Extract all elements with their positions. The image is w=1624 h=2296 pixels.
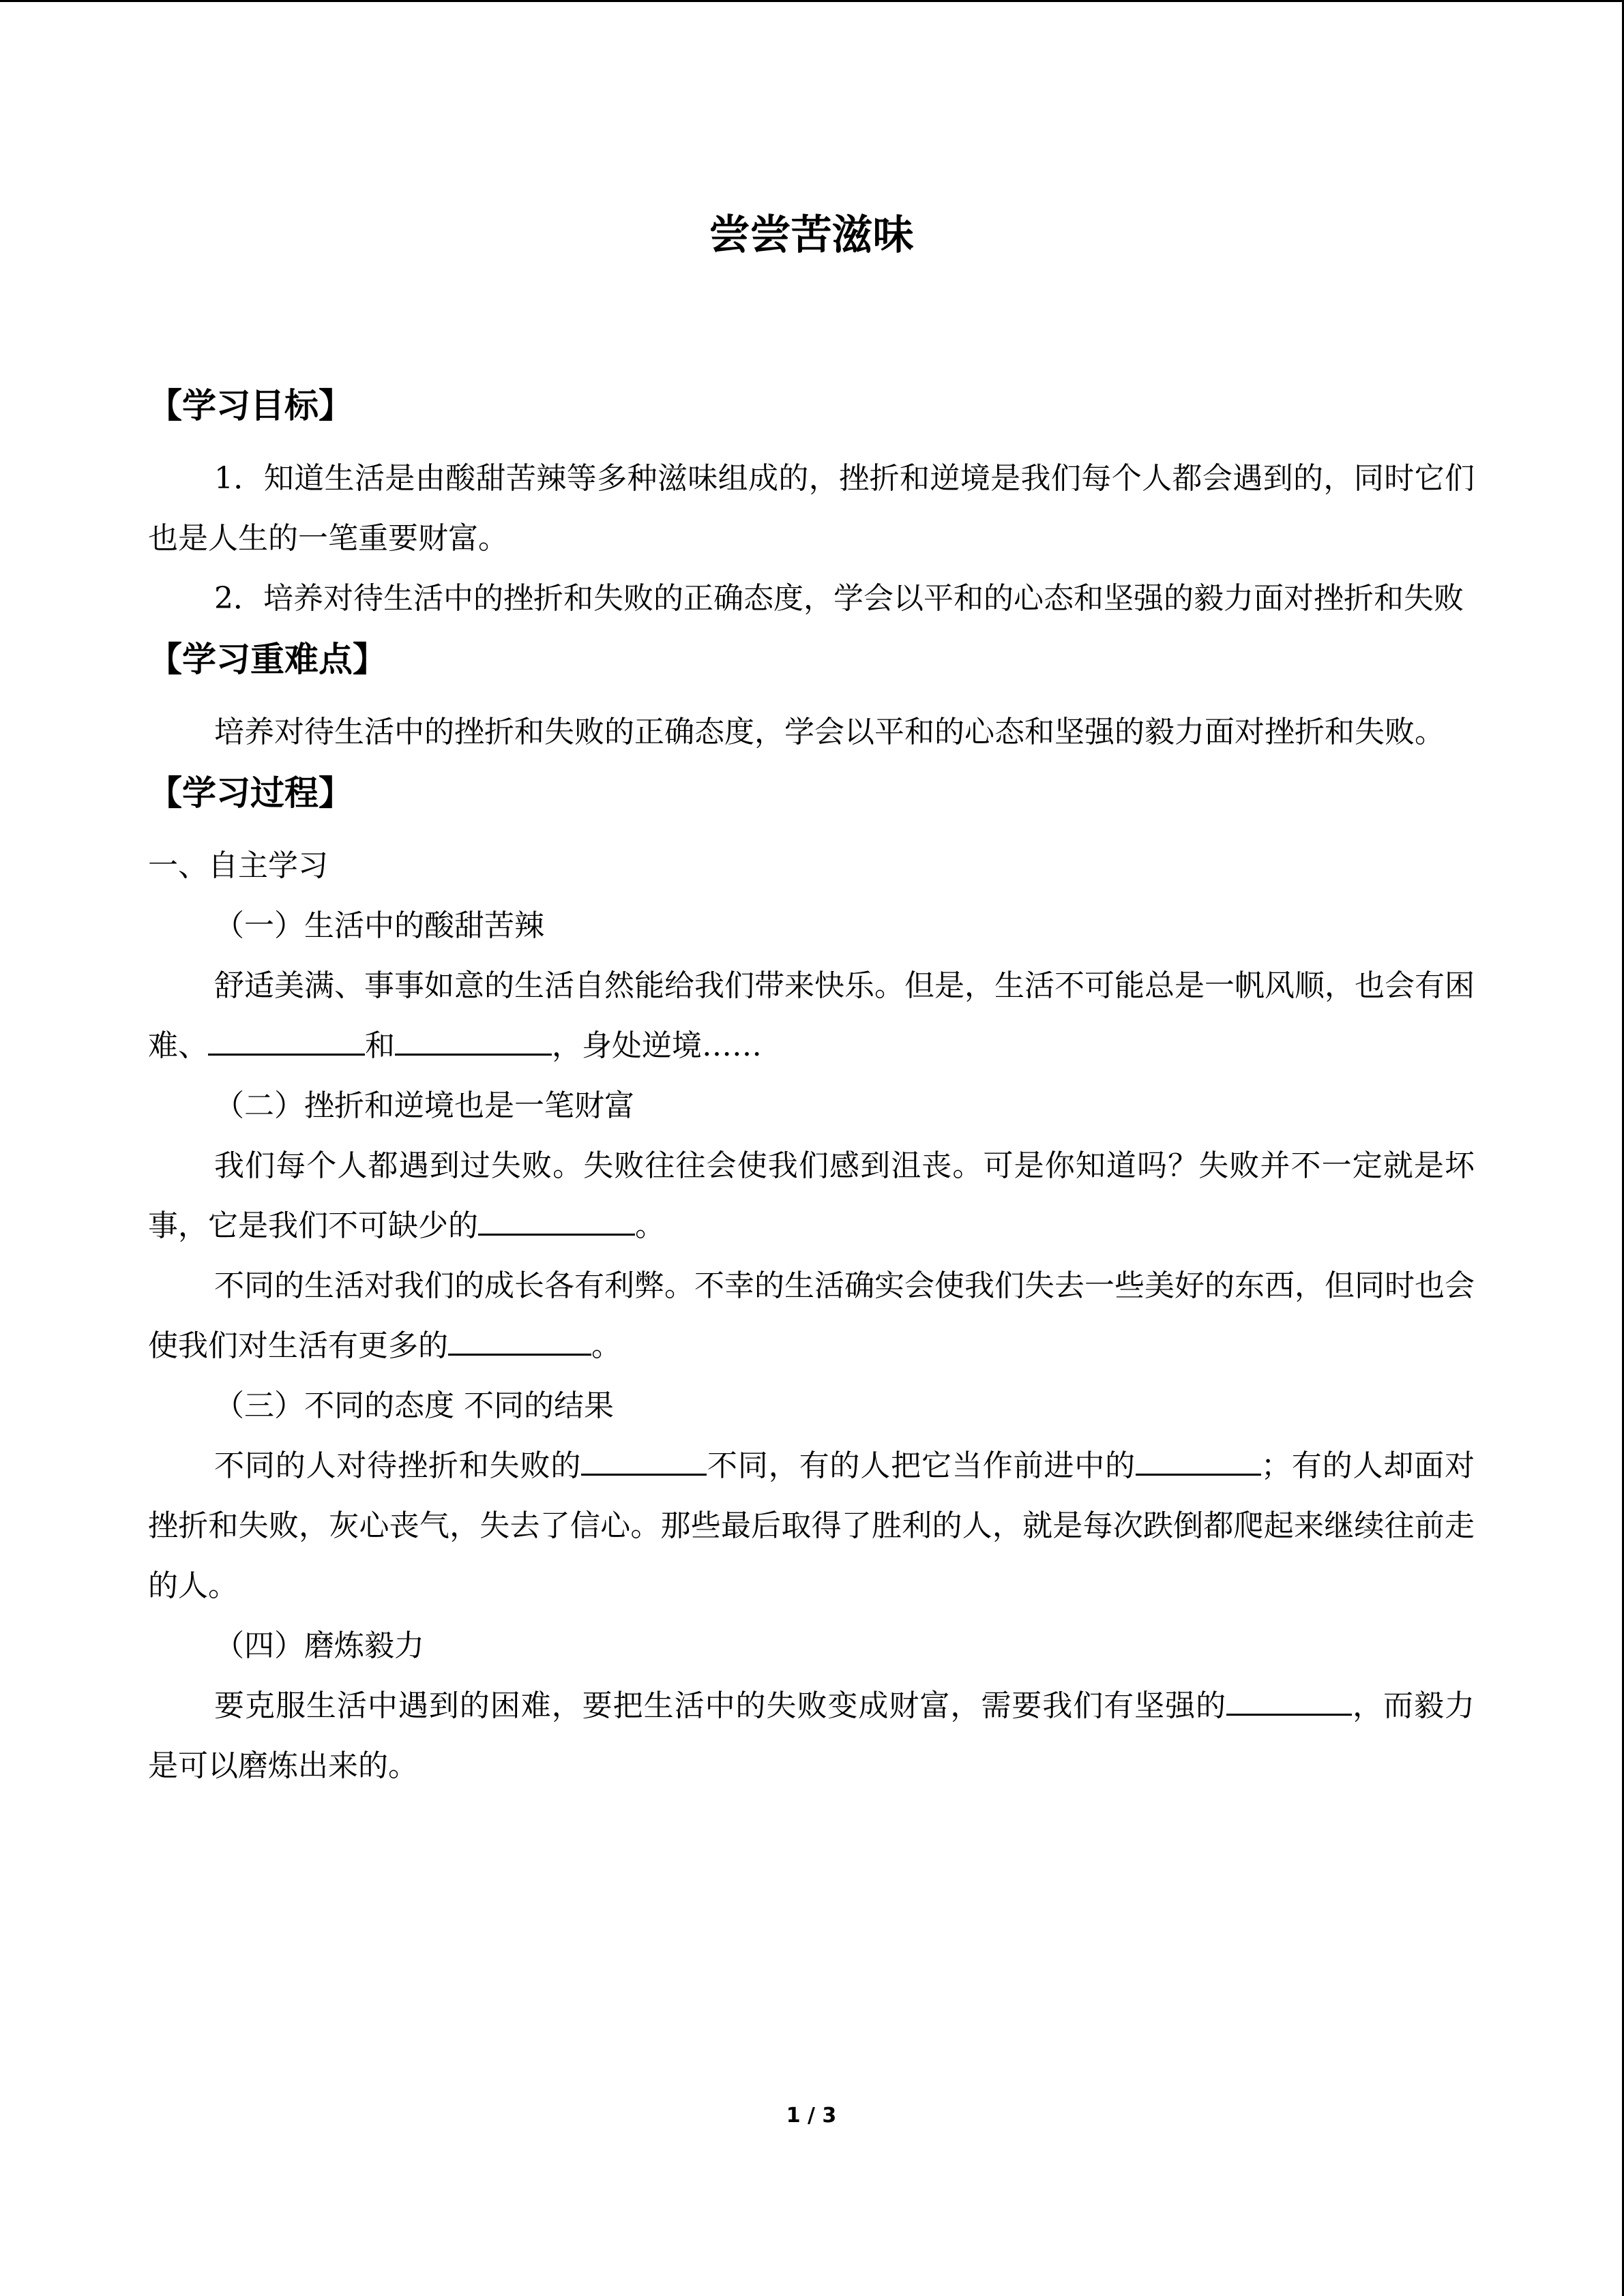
part4-paragraph bbox=[148, 1676, 1475, 1796]
part2-text-2: 不同的生活对我们的成长各有利弊。不幸的生活确实会使我们失去一些美好的东西，但同时也会使我们对生活有更多的 bbox=[148, 1268, 1475, 1363]
document-title: 尝尝苦滋味 bbox=[709, 211, 914, 259]
part1-title: （一）生活中的酸甜苦辣 bbox=[214, 908, 544, 943]
keypoints-text: 培养对待生活中的挫折和失败的正确态度，学会以平和的心态和坚强的毅力面对挫折和失败。 bbox=[214, 715, 1445, 749]
part2-text-1: 我们每个人都遇到过失败。失败往往会使我们感到沮丧。可是你知道吗？失败并不一定就是坏事，它是我们不可缺少的 bbox=[148, 1148, 1475, 1243]
fill-blank bbox=[1226, 1684, 1352, 1716]
goals-heading: 【学习目标】 bbox=[148, 386, 353, 426]
fill-blank bbox=[1136, 1444, 1261, 1476]
part4-text: 要克服生活中遇到的困难，要把生活中的失败变成财富，需要我们有坚强的 bbox=[214, 1688, 1227, 1723]
keypoints-heading: 【学习重难点】 bbox=[148, 640, 387, 679]
goal-1: 1．知道生活是由酸甜苦辣等多种滋味组成的，挫折和逆境是我们每个人都会遇到的，同时它们也是人生的一笔重要财富。 bbox=[148, 461, 1475, 556]
part1-text-end: ，身处逆境…… bbox=[552, 1028, 762, 1063]
part3-text-end: ；有的人却面对挫折和失败，灰心丧气，失去了信心。那些最后取得了胜利的人，就是每次跌倒都爬起来继续往前走的人。 bbox=[148, 1448, 1475, 1603]
self-study-heading: 一、自主学习 bbox=[148, 848, 328, 883]
fill-blank bbox=[581, 1444, 707, 1476]
part4-title: （四）磨炼毅力 bbox=[214, 1628, 424, 1663]
part1-connector: 和 bbox=[365, 1028, 395, 1063]
part1-paragraph bbox=[148, 956, 1475, 1076]
goal-2: 2．培养对待生活中的挫折和失败的正确态度，学会以平和的心态和坚强的毅力面对挫折和失败 bbox=[214, 581, 1464, 616]
part3-paragraph bbox=[148, 1436, 1475, 1616]
part2-text-2-end: 。 bbox=[591, 1328, 621, 1363]
document-page bbox=[148, 0, 1475, 2296]
part2-title: （二）挫折和逆境也是一笔财富 bbox=[214, 1088, 634, 1123]
part3-title: （三）不同的态度 不同的结果 bbox=[214, 1388, 614, 1423]
process-heading: 【学习过程】 bbox=[148, 773, 353, 813]
fill-blank bbox=[395, 1024, 552, 1056]
part3-text: 不同的人对待挫折和失败的 bbox=[214, 1448, 582, 1483]
part3-text-mid: 不同，有的人把它当作前进中的 bbox=[707, 1448, 1136, 1483]
document-body bbox=[148, 375, 1475, 1796]
part2-paragraph-2 bbox=[148, 1256, 1475, 1376]
fill-blank bbox=[208, 1024, 365, 1056]
fill-blank bbox=[478, 1204, 635, 1236]
part1-text: 舒适美满、事事如意的生活自然能给我们带来快乐。但是，生活不可能总是一帆风顺，也会有困难、 bbox=[148, 968, 1475, 1063]
part4-text-end: ，而毅力是可以磨炼出来的。 bbox=[148, 1688, 1475, 1783]
part2-paragraph-1 bbox=[148, 1136, 1475, 1256]
part2-text-1-end: 。 bbox=[635, 1208, 665, 1243]
page-number: 1 / 3 bbox=[786, 2104, 837, 2128]
fill-blank bbox=[448, 1324, 591, 1356]
